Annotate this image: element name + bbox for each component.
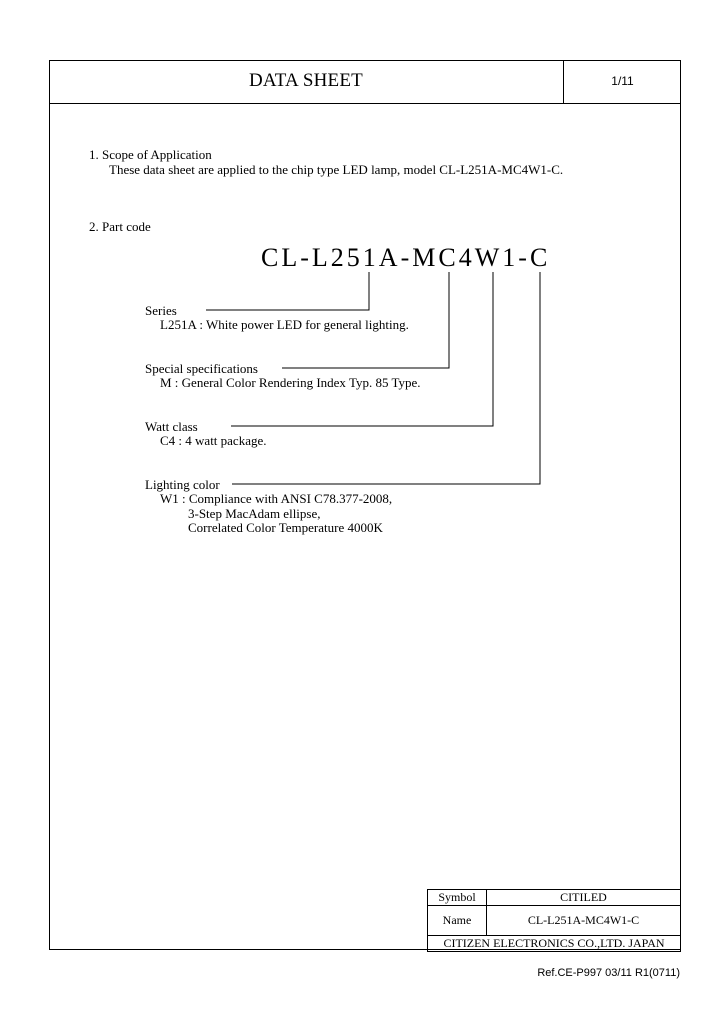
scope-heading: 1. Scope of Application	[89, 147, 212, 162]
special-spec-label: Special specifications	[145, 361, 258, 376]
part-code-segment: -	[400, 243, 413, 272]
part-code-segment: L251A	[311, 243, 401, 272]
lighting-color-label: Lighting color	[145, 477, 220, 492]
document-title: DATA SHEET	[249, 70, 363, 91]
header-divider-line	[49, 103, 681, 104]
name-label: Name	[428, 906, 487, 936]
lighting-color-desc-line3: Correlated Color Temperature 4000K	[188, 520, 383, 535]
watt-class-desc: C4 : 4 watt package.	[160, 433, 267, 448]
symbol-value: CITILED	[487, 890, 681, 906]
part-code-heading: 2. Part code	[89, 219, 151, 234]
company-name: CITIZEN ELECTRONICS CO.,LTD. JAPAN	[428, 936, 681, 952]
part-code-display	[261, 243, 550, 273]
page-number: 1/11	[611, 74, 634, 88]
lighting-color-desc-line2: 3-Step MacAdam ellipse,	[188, 506, 321, 521]
part-code-segment: -	[300, 243, 312, 272]
title-block-table	[427, 889, 681, 952]
symbol-label: Symbol	[428, 890, 487, 906]
special-spec-desc: M : General Color Rendering Index Typ. 85 Type.	[160, 375, 421, 390]
reference-code: Ref.CE-P997 03/11 R1(0711)	[537, 967, 680, 979]
watt-class-label: Watt class	[145, 419, 198, 434]
series-label: Series	[145, 303, 177, 318]
part-code-segment: C4	[438, 243, 475, 272]
series-desc: L251A : White power LED for general lighting.	[160, 317, 409, 332]
part-code-segment: M	[412, 243, 439, 272]
part-code-segment: CL	[261, 243, 301, 272]
part-code-segment: C	[529, 243, 551, 272]
name-value: CL-L251A-MC4W1-C	[487, 906, 681, 936]
scope-text: These data sheet are applied to the chip type LED lamp, model CL-L251A-MC4W1-C.	[109, 162, 564, 177]
lighting-color-desc: W1 : Compliance with ANSI C78.377-2008,	[160, 491, 393, 506]
part-code-segment: -	[518, 243, 530, 272]
part-code-segment: W1	[474, 243, 519, 272]
